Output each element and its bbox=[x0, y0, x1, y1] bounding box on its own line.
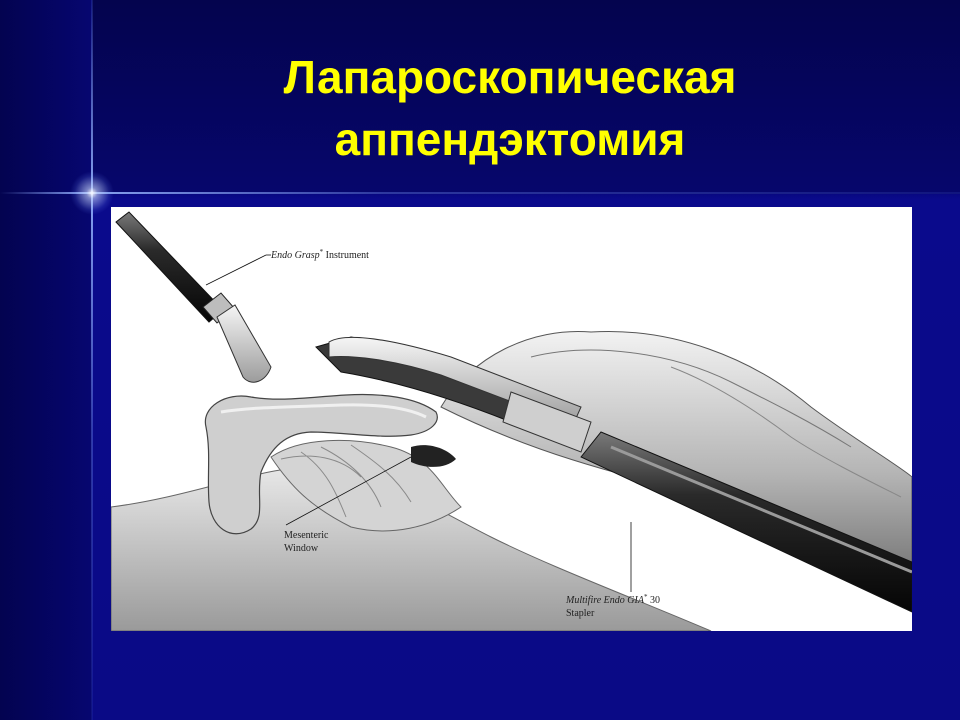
label-stapler-line1: Multifire Endo GIA* 30 bbox=[566, 593, 660, 606]
title-line-1: Лапароскопическая bbox=[283, 51, 737, 103]
left-band bbox=[0, 0, 92, 720]
illustration-drawing bbox=[111, 207, 912, 631]
label-endo-grasp: Endo Grasp* Instrument bbox=[271, 248, 369, 261]
title-line-2: аппендэктомия bbox=[334, 113, 686, 165]
label-mesenteric-line1: Mesenteric bbox=[284, 530, 329, 541]
mesenteric-window bbox=[411, 445, 456, 467]
bowel-loop bbox=[441, 331, 912, 567]
label-mesenteric-line2: Window bbox=[284, 543, 319, 554]
label-stapler-line2: Stapler bbox=[566, 608, 595, 619]
decorative-horizontal-line bbox=[0, 192, 960, 194]
star-flare-icon bbox=[70, 171, 114, 215]
slide-title bbox=[100, 46, 920, 170]
leader-grasp bbox=[206, 255, 266, 285]
surgical-illustration bbox=[111, 207, 912, 631]
decorative-vertical-line bbox=[91, 0, 93, 720]
grasper-jaws bbox=[217, 305, 271, 382]
